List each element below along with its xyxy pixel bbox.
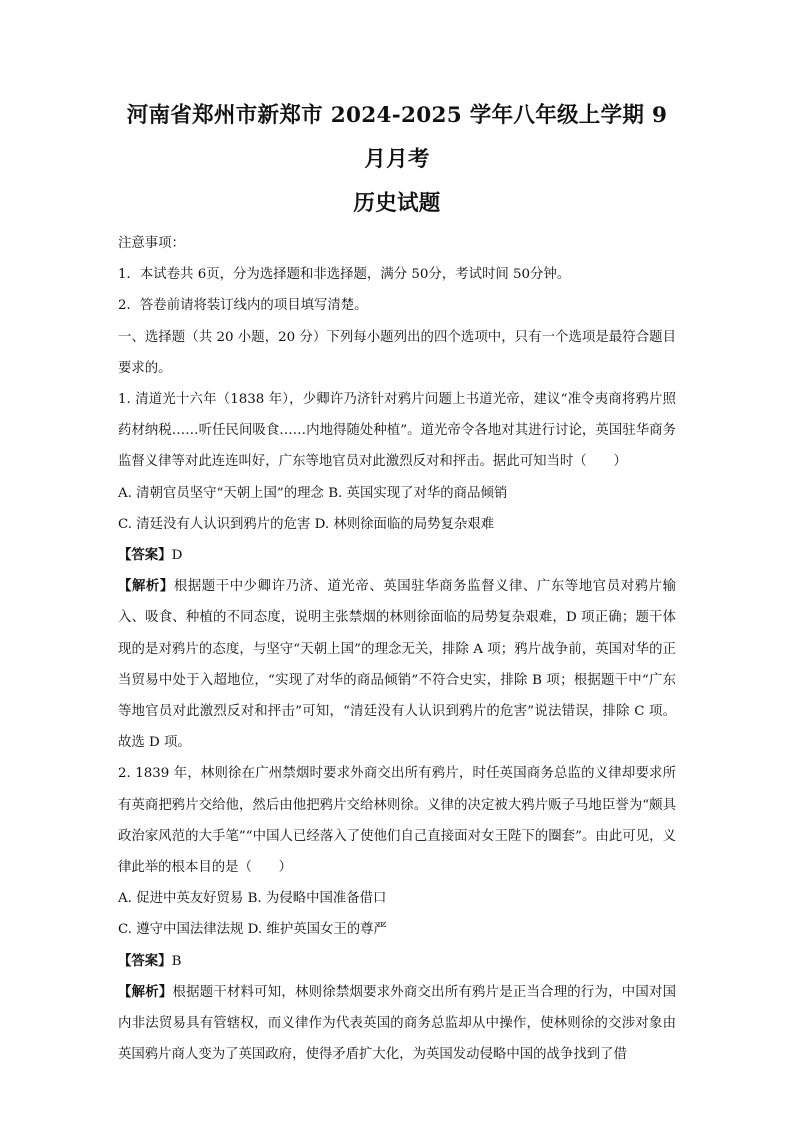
answer-label: 【答案】: [118, 952, 172, 969]
analysis-label: 【解析】: [118, 578, 174, 595]
answer-value: B: [171, 953, 182, 969]
page-subtitle: 历史试题: [353, 191, 441, 216]
page-title: 河南省郑州市新郑市 2024-2025 学年八年级上学期 9 月月考: [126, 103, 668, 172]
question-2-answer: [118, 946, 676, 977]
analysis-text: 根据题干材料可知，林则徐禁烟要求外商交出所有鸦片是正当合理的行为，中国对国内非法贸易具有管辖权，而义律作为代表英国的商务总监却从中操作，使林则徐的交涉对象由英国鸦片商人变为了英国政府，使得矛盾扩大化，为英国发动侵略中国的战争找到了借: [118, 984, 677, 1063]
answer-label: 【答案】: [118, 547, 172, 564]
notice-item-1: 1．本试卷共 6页，分为选择题和非选择题，满分 50分，考试时间 50分钟。: [118, 267, 571, 283]
question-2-stem: 2. 1839 年，林则徐在广州禁烟时要求外商交出所有鸦片，时任英国商务总监的义律却要求所有英商把鸦片交给他，然后由他把鸦片交给林则徐。义律的决定被大鸦片贩子马地臣誉为“颇具政治家风范的大手笔”“中国人已经落入了使他们自己直接面对女王陛下的圈套”。由此可见，义律此举的根本目的是（ ）: [118, 766, 676, 876]
answer-value: D: [171, 548, 183, 564]
analysis-text: 根据题干中少卿许乃济、道光帝、英国驻华商务监督义律、广东等地官员对鸦片输入、吸食、种植的不同态度，说明主张禁烟的林则徐面临的局势复杂艰难，D 项正确；题干体现的是对鸦片的态度，与坚守“天朝上国”的理念无关，排除 A 项；鸦片战争前，英国对华的正当贸易中处于入超地位，“实现了对华的商品倾销”不符合史实，排除 B 项；根据题干中“广东等地官员对此激烈反对和抨击”可知，“清廷没有人认识到鸦片的危害”说法错误，排除 C 项。故选 D 项。: [118, 579, 676, 751]
notice-heading: 注意事项：: [118, 236, 185, 251]
question-2-options-row-2: C. 遵守中国法律法规 D. 维护英国女王的尊严: [118, 922, 387, 938]
analysis-label: 【解析】: [118, 983, 173, 1000]
question-1-options-row-1: A. 清朝官员坚守“天朝上国”的理念 B. 英国实现了对华的商品倾销: [118, 485, 508, 501]
section-heading: 一、选择题（共 20 小题，20 分）下列每小题列出的四个选项中，只有一个选项是最符合题目要求的。: [118, 329, 676, 376]
question-1-options-row-2: C. 清廷没有人认识到鸦片的危害 D. 林则徐面临的局势复杂艰难: [118, 516, 495, 532]
notice-item-2: 2．答卷前请将装订线内的项目填写清楚。: [118, 298, 368, 314]
question-1-analysis: [118, 571, 676, 758]
question-1-answer: [118, 540, 676, 571]
question-2-analysis: [118, 977, 676, 1071]
question-1-stem: 1. 清道光十六年（1838 年），少卿许乃济针对鸦片问题上书道光帝，建议“准令夷商将鸦片照药材纳税……听任民间吸食……内地得随处种植”。道光帝令各地对其进行讨论，英国驻华商务监督义律等对此连连叫好，广东等地官员对此激烈反对和抨击。据此可知当时（ ）: [118, 392, 676, 470]
question-2-options-row-1: A. 促进中英友好贸易 B. 为侵略中国准备借口: [118, 891, 387, 907]
